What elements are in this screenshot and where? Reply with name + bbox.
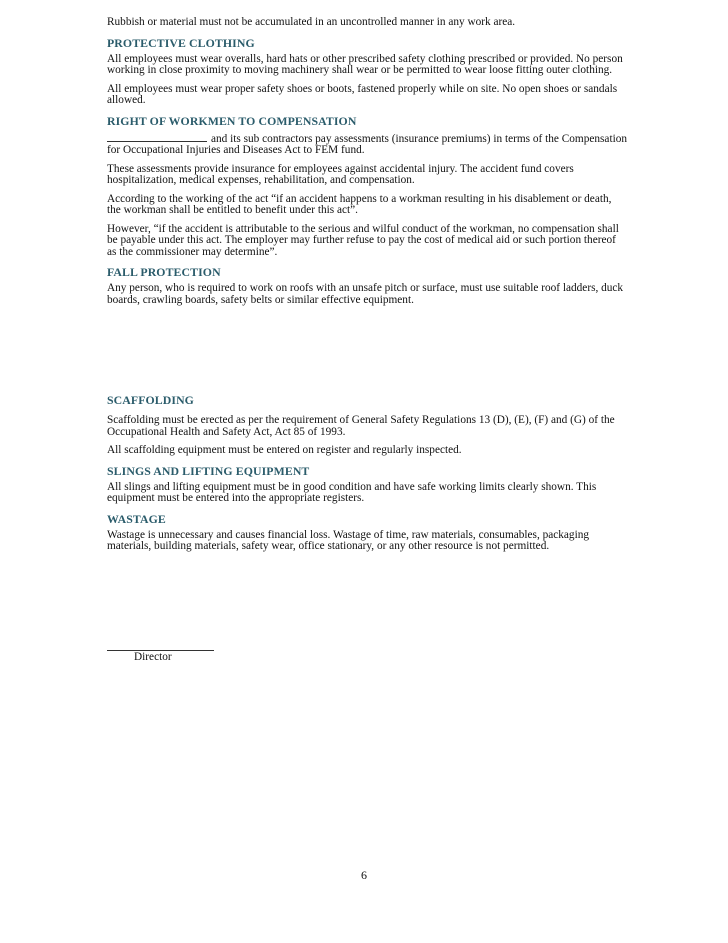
- protective-clothing-paragraph-1: All employees must wear overalls, hard hats or other prescribed safety clothing prescribed or provided. No person working in close proximity to moving machinery shall wear or be permitted to wear loose fitting outer clothing.: [107, 52, 623, 76]
- compensation-paragraph-4: However, “if the accident is attributable to the serious and wilful conduct of the workman, no compensation shall be payable under this act. The employer may further refuse to pay the cost of medical aid or such portion thereof as the commissioner may determine”.: [107, 222, 619, 258]
- scaffolding-paragraph-1: Scaffolding must be erected as per the requirement of General Safety Regulations 13 (D), (E), (F) and (G) of the Occupational Health and Safety Act, Act 85 of 1993.: [107, 414, 615, 438]
- company-name-blank: [107, 132, 207, 142]
- protective-clothing-paragraph-2: All employees must wear proper safety shoes or boots, fastened properly while on site. No open shoes or sandals allowed.: [107, 82, 618, 106]
- scaffolding-paragraph-2: All scaffolding equipment must be entered on register and regularly inspected.: [107, 444, 462, 456]
- heading-wastage: WASTAGE: [107, 511, 166, 526]
- heading-scaffolding: SCAFFOLDING: [107, 393, 194, 407]
- slings-paragraph-1: All slings and lifting equipment must be in good condition and have safe working limits clearly shown. This equipment must be entered into the appropriate registers.: [107, 480, 597, 504]
- intro-paragraph: Rubbish or material must not be accumulated in an uncontrolled manner in any work area.: [107, 16, 516, 28]
- page-number: 6: [361, 868, 367, 882]
- signature-label: Director: [134, 651, 172, 663]
- heading-protective-clothing: PROTECTIVE CLOTHING: [107, 35, 255, 50]
- heading-compensation: RIGHT OF WORKMEN TO COMPENSATION: [107, 113, 357, 128]
- compensation-paragraph-1-text: and its sub contractors pay assessments (insurance premiums) in terms of the Compensation for Occupational Injuries and Diseases Act to FEM fund.: [107, 132, 628, 156]
- compensation-paragraph-2: These assessments provide insurance for employees against accidental injury. The accident fund covers hospitalization, medical expenses, rehabilitation, and compensation.: [107, 162, 574, 186]
- compensation-paragraph-1: [107, 132, 627, 157]
- blank-space: [107, 313, 627, 393]
- heading-slings: SLINGS AND LIFTING EQUIPMENT: [107, 463, 310, 478]
- signature-line: [107, 641, 214, 651]
- wastage-paragraph-1: Wastage is unnecessary and causes financial loss. Wastage of time, raw materials, consumables, packaging materials, building materials, safety wear, office stationary, or any other resource is not permitted.: [107, 528, 590, 552]
- signature-block: [107, 641, 247, 664]
- heading-fall-protection: FALL PROTECTION: [107, 265, 221, 279]
- document-body: [107, 17, 627, 560]
- compensation-paragraph-3: According to the working of the act “if an accident happens to a workman resulting in his disablement or death, the workman shall be entitled to benefit under this act”.: [107, 192, 612, 216]
- fall-protection-paragraph-1: Any person, who is required to work on roofs with an unsafe pitch or surface, must use suitable roof ladders, duck boards, crawling boards, safety belts or similar effective equipment.: [107, 282, 624, 306]
